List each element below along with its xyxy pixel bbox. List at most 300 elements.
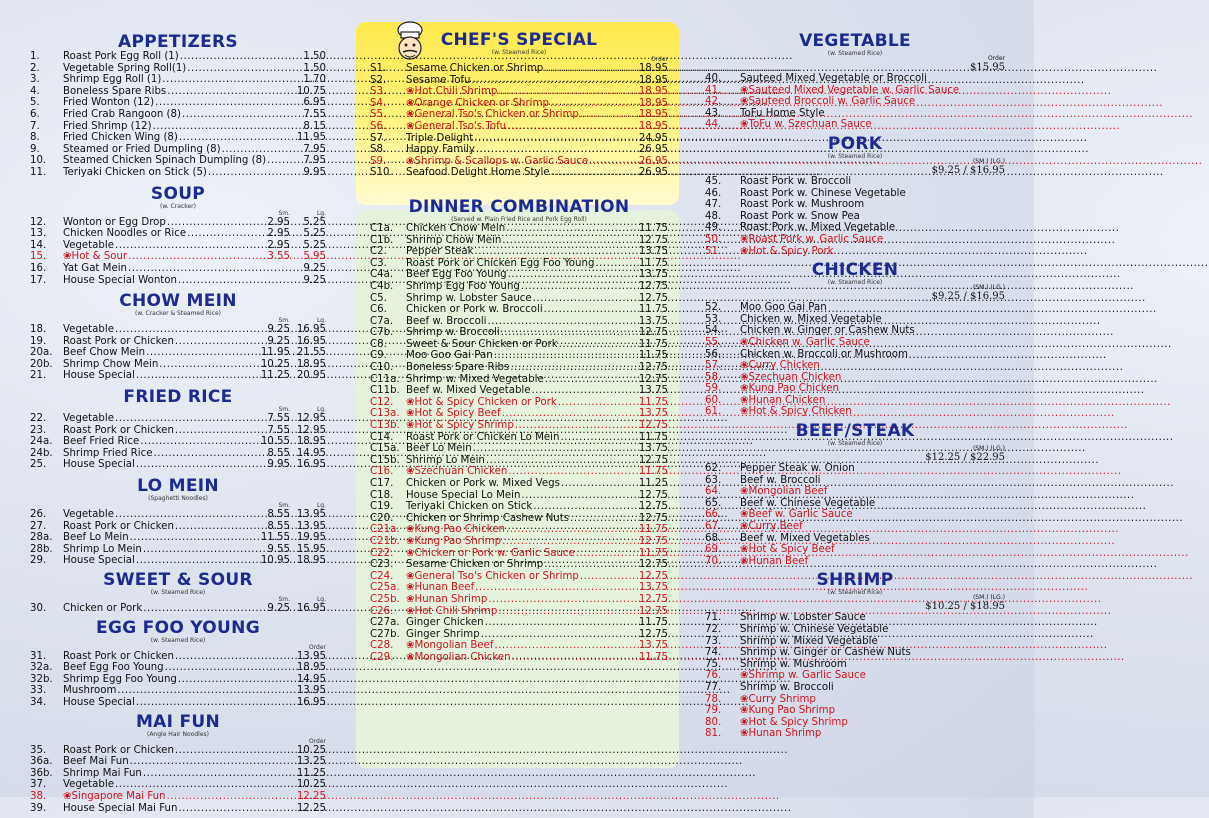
section-price: $12.25 / $22.95 [925,452,1005,464]
item-number: C18. [370,489,394,501]
menu-item [30,74,326,86]
price: 26.95 [638,167,668,179]
item-name: ❀General Tso's Chicken or Shrimp [406,109,579,121]
item-number: 55. [705,336,722,348]
item-number: 3. [30,74,40,86]
order-header: Order [308,643,326,651]
menu-item [370,269,668,281]
item-name: Roast Pork or Chicken [63,520,174,532]
section-header [705,135,1005,176]
section-subtitle: (w. Steamed Rice) [150,636,206,644]
item-name: Fried Chicken Wing (8) [63,132,178,144]
item-number: 59. [705,383,722,395]
item-name: ❀Roast Pork w. Garlic Sauce [740,233,884,245]
item-name: Mushroom [63,685,117,697]
menu-item [705,486,1005,498]
dot-leader [560,432,637,444]
menu-item [30,532,326,544]
item-name: Beef Fried Rice [63,436,140,448]
section-price: $9.25 / $16.95 [931,164,1005,176]
item-name: Vegetable [63,779,114,791]
price: 11.75 [638,222,668,234]
item-name: ❀ToFu w. Szechuan Sauce [740,119,872,131]
item-number: 74. [705,647,722,659]
item-name: Sesame Chicken or Shrimp [406,63,544,74]
item-name: Moo Goo Gai Pan [740,302,827,314]
item-number: 8. [30,132,40,144]
item-number: C14. [370,431,394,443]
menu-item [705,498,1005,510]
menu-item [30,121,326,133]
price: 12.25 [296,802,326,814]
dot-leader [115,509,266,521]
price: 7.95 [303,155,326,167]
item-number: 16. [30,262,47,274]
menu-item [370,652,668,664]
item-number: 4. [30,85,40,97]
item-name: ❀Hot & Spicy Chicken or Pork [406,396,557,408]
item-number: C7a. [370,315,394,327]
menu-item [30,685,326,697]
item-number: 13. [30,228,47,240]
dot-leader [167,791,296,803]
dot-leader [559,339,638,351]
price: 18.95 [638,97,668,109]
item-name: Chicken w. Ginger or Cashew Nuts [740,325,915,337]
item-name: ❀Szechuan Chicken [406,466,508,478]
size-small-header: Sm. [278,502,290,510]
menu-item [705,670,1005,682]
item-name: ❀Sauteed Broccoli w. Garlic Sauce [740,96,916,108]
size-large-header: Lg. [316,317,326,325]
item-name: Beef w. Broccoli [406,315,487,327]
item-number: 63. [705,474,722,486]
item-name: Shrimp Mai Fun [63,767,142,779]
menu-item [30,155,326,167]
dot-leader [182,109,302,121]
price: 16.95 [296,696,326,708]
menu-item [30,603,326,615]
menu-item [705,509,1005,521]
menu-item [370,133,668,145]
item-number: S3. [370,86,387,98]
item-number: S9. [370,155,387,167]
order-header: Order [308,737,326,745]
section-chef [370,31,668,179]
menu-item [370,362,668,374]
section-pork [705,135,1005,257]
price-large: 18.95 [296,358,326,370]
item-name: Roast Pork Egg Roll (1) [63,51,179,62]
section-subtitle: (w. Steamed Rice) [827,589,883,597]
size-labels: (SM.) (LG.) [972,284,1005,292]
item-number: S6. [370,120,387,132]
dot-leader [502,536,638,548]
menu-item [30,228,326,240]
menu-item [30,745,326,757]
dot-leader [115,240,266,252]
item-number: 42. [705,96,722,108]
dot-leader [146,347,260,359]
size-labels: (SM.) (LG.) [972,594,1005,602]
dot-leader [533,501,638,513]
dot-leader [117,685,295,697]
price: 9.95 [303,166,326,178]
menu-item [30,97,326,109]
menu-item [370,350,668,362]
price: 10.25 [296,779,326,791]
item-number: 26. [30,509,47,521]
menu-item [30,132,326,144]
dot-leader [486,455,638,467]
item-name: Pepper Steak [406,246,474,258]
section-title: CHOW MEIN [119,291,237,312]
item-number: C11a. [370,373,400,385]
item-number: 60. [705,394,722,406]
item-number: 21. [30,370,47,382]
item-name: Roast Pork or Chicken [63,424,174,436]
item-name: Chicken w. Mixed Vegetable [740,313,882,325]
item-number: C24. [370,570,394,582]
item-name: Chicken w. Broccoli or Mushroom [740,348,908,360]
item-name: Sesame Chicken or Shrimp [406,559,544,571]
menu-item [705,246,1005,258]
price-large: 5.25 [303,228,326,240]
item-number: 36a. [30,756,53,768]
item-name: Seafood Delight Home Style [406,167,550,179]
dot-leader [544,304,638,316]
price-block [705,284,1005,302]
item-name: ToFu Home Style [740,107,825,119]
menu-item [705,406,1005,418]
section-title: SWEET & SOUR [103,570,253,590]
size-large-header: Lg. [316,596,326,603]
price: 10.75 [296,85,326,97]
item-number: 7. [30,120,40,132]
menu-item [705,176,1005,188]
dot-leader [476,144,638,156]
dot-leader [159,359,260,371]
price: 12.75 [638,234,668,246]
dot-leader [515,420,638,432]
item-name: Steamed or Fried Dumpling (8) [63,143,221,155]
menu-item [370,339,668,351]
dot-leader [474,133,638,145]
item-name: Ginger Chicken [406,617,484,629]
menu-item [30,275,326,287]
price-small: 9.95 [267,459,290,471]
menu-item [370,443,668,455]
item-name: Shrimp Chow Mein [406,234,502,246]
item-name: Moo Goo Gai Pan [406,350,493,362]
column-headers [30,502,326,509]
dot-leader [595,258,637,270]
menu-item [705,108,1005,120]
item-number: 68. [705,532,722,544]
section-header [705,422,1005,463]
item-number: C6. [370,304,387,316]
section-title: SOUP [150,183,206,204]
item-number: 25. [30,459,47,471]
item-number: 9. [30,143,40,155]
price: 18.95 [638,120,668,132]
item-number: 43. [705,107,722,119]
menu-item [30,674,326,686]
dot-leader [179,132,296,144]
dot-leader [580,571,638,583]
item-number: 75. [705,658,722,670]
price-small: 9.25 [267,603,290,614]
size-labels: (SM.) (LG.) [972,157,1005,165]
section-title: DINNER COMBINATION [408,196,630,217]
menu-item [30,509,326,521]
item-number: C29. [370,651,394,663]
price: 11.75 [638,257,668,269]
item-name: ❀Kung Pao Shrimp [406,535,502,547]
item-name: Roast Pork w. Broccoli [740,175,852,187]
section-title: BEEF/STEAK [795,421,915,442]
price: 11.75 [638,350,668,362]
menu-item [30,144,326,156]
size-small-header: Sm. [278,209,290,217]
dot-leader [136,697,296,709]
price-small: 11.25 [260,370,290,382]
menu-item [370,397,668,409]
price: 12.75 [638,512,668,524]
dot-leader [570,513,638,525]
menu-item [705,612,1005,624]
price: 11.75 [638,338,668,350]
item-name: Beef Lo Mein [63,532,129,544]
menu-item [30,167,326,179]
item-number: C26. [370,605,394,617]
item-name: ❀General Tso's Chicken or Shrimp [406,570,579,582]
menu-item [30,240,326,252]
item-number: 37. [30,779,47,791]
section-price: $9.25 / $16.95 [931,291,1005,303]
dot-leader [475,582,638,594]
dot-leader [155,97,302,109]
price: 13.75 [638,315,668,327]
item-number: C21a. [370,524,400,536]
menu-item [370,156,668,168]
menu-item [370,571,668,583]
section-subtitle: (w. Steamed Rice) [827,279,883,287]
item-number: S1. [370,63,387,74]
section-subtitle: (w. Steamed Rice) [491,49,547,56]
item-number: 30. [30,603,47,614]
item-number: 54. [705,325,722,337]
item-number: C21b. [370,535,400,547]
section-title: PORK [827,133,883,154]
price: 12.75 [638,489,668,501]
item-name: Vegetable [63,509,114,521]
dot-leader [165,662,296,674]
item-name: ❀Sauteed Mixed Vegetable w. Garlic Sauce [740,84,960,96]
section-subtitle: (w. Steamed Rice) [827,440,883,448]
price: 11.75 [638,466,668,478]
item-name: Shrimp w. Broccoli [740,681,834,693]
menu-item [370,246,668,258]
item-name: Beef Lo Mein [406,443,472,455]
size-labels: (SM.) (LG.) [972,445,1005,453]
item-number: 73. [705,635,722,647]
price: 12.75 [638,280,668,292]
menu-item [30,51,326,63]
size-large-header: Lg. [316,502,326,510]
menu-item [370,109,668,121]
item-number: C20. [370,512,394,524]
menu-item [30,324,326,336]
menu-item [370,293,668,305]
price-large: 15.95 [296,543,326,555]
dot-leader [136,370,260,382]
section-chicken [705,261,1005,418]
price-small: 10.95 [260,555,290,567]
item-number: 64. [705,486,722,498]
menu-item [705,682,1005,694]
price-small: 7.55 [267,424,290,436]
price-large: 16.95 [296,459,326,471]
item-name: Roast Pork or Chicken [63,650,174,662]
menu-item [370,235,668,247]
dot-leader [178,803,295,815]
item-name: Roast Pork or Chicken Lo Mein [406,431,560,443]
menu-item [30,555,326,567]
menu-item [705,199,1005,211]
column-headers [370,56,668,63]
menu-item [370,548,668,560]
item-name: ❀Hunan Chicken [740,394,826,406]
menu-item [370,258,668,270]
item-number: 47. [705,199,722,211]
item-number: 10. [30,155,47,167]
dot-leader [521,281,638,293]
price: 18.95 [638,109,668,121]
dot-leader [481,629,638,641]
item-number: 19. [30,335,47,347]
price-block [705,445,1005,463]
dot-leader [502,235,638,247]
price-large: 5.25 [303,239,326,251]
section-title: CHEF'S SPECIAL [440,30,598,50]
dot-leader [473,443,638,455]
dot-leader [506,524,638,536]
price: 14.95 [296,673,326,685]
dot-leader [175,336,266,348]
dot-leader [532,385,638,397]
item-name: Chicken Noodles or Rice [63,228,187,240]
item-name: ❀Hunan Beef [406,582,475,594]
item-name: ❀Hunan Beef [740,555,809,567]
menu-item [30,697,326,709]
section-title: EGG FOO YOUNG [96,617,260,638]
item-name: Shrimp Lo Mein [63,543,142,555]
item-number: 48. [705,210,722,222]
item-number: 1. [30,51,40,62]
item-number: C13b. [370,420,400,432]
dot-leader [494,350,638,362]
dot-leader [510,362,638,374]
menu-item [370,385,668,397]
price: 13.95 [296,650,326,662]
item-name: Shrimp w. Broccoli [406,327,500,339]
price: 12.75 [638,570,668,582]
dot-leader [178,275,289,287]
dot-leader [143,603,266,615]
menu-item [705,659,1005,671]
size-small-header: Sm. [278,596,290,603]
item-name: Roast Pork w. Mixed Vegetable [740,222,896,234]
item-name: Shrimp Egg Roll (1) [63,74,162,86]
dot-leader [576,548,638,560]
item-name: ❀Hot Chili Shrimp [406,605,498,617]
price: 1.50 [303,51,326,62]
menu-item [30,251,326,263]
item-name: ❀Mongolian Chicken [406,651,511,663]
item-name: ❀Hot & Spicy Shrimp [406,420,514,432]
menu-item [705,475,1005,487]
item-name: Shrimp Lo Mein [406,454,485,466]
item-name: Beef Chow Mein [63,347,146,359]
item-name: Boneless Spare Ribs [406,362,510,374]
menu-item [30,217,326,229]
item-number: S10. [370,167,393,179]
menu-item [370,490,668,502]
menu-item [30,791,326,803]
column-left [30,0,326,818]
item-number: 22. [30,413,47,425]
price-large: 12.95 [296,424,326,436]
price: 12.75 [638,362,668,374]
item-name: Shrimp w. Mushroom [740,658,847,670]
item-name: Triple Delight [406,132,474,144]
price: 13.75 [638,582,668,594]
item-number: 2. [30,62,40,74]
item-name: Chicken or Shrimp Cashew Nuts [406,512,570,524]
dot-leader [175,651,296,663]
item-number: 80. [705,716,722,728]
menu-item [705,188,1005,200]
menu-item [370,144,668,156]
menu-item [30,436,326,448]
price-large: 9.25 [303,262,326,274]
price: 12.75 [638,373,668,385]
dot-leader [115,413,266,425]
item-name: ❀Hunan Shrimp [406,593,488,605]
item-name: Shrimp w. Mixed Vegetable [406,373,544,385]
item-number: C27b. [370,628,400,640]
item-name: Chicken Chow Mein [406,222,506,234]
item-name: Beef w. Broccoli [740,474,821,486]
menu-item [370,63,668,75]
dot-leader [167,86,296,98]
price-large: 16.95 [296,324,326,336]
price: 13.95 [296,685,326,697]
menu-item [370,374,668,386]
menu-item [370,304,668,316]
price: 12.75 [638,535,668,547]
price: 26.95 [638,144,668,156]
dot-leader [175,745,296,757]
item-name: ❀Mongolian Beef [406,640,494,652]
item-name: House Special [63,696,135,708]
price: 11.75 [638,304,668,316]
item-name: Teriyaki Chicken on Stick [406,501,533,513]
item-number: C17. [370,478,394,489]
dot-leader [136,459,266,471]
dot-leader [153,448,266,460]
